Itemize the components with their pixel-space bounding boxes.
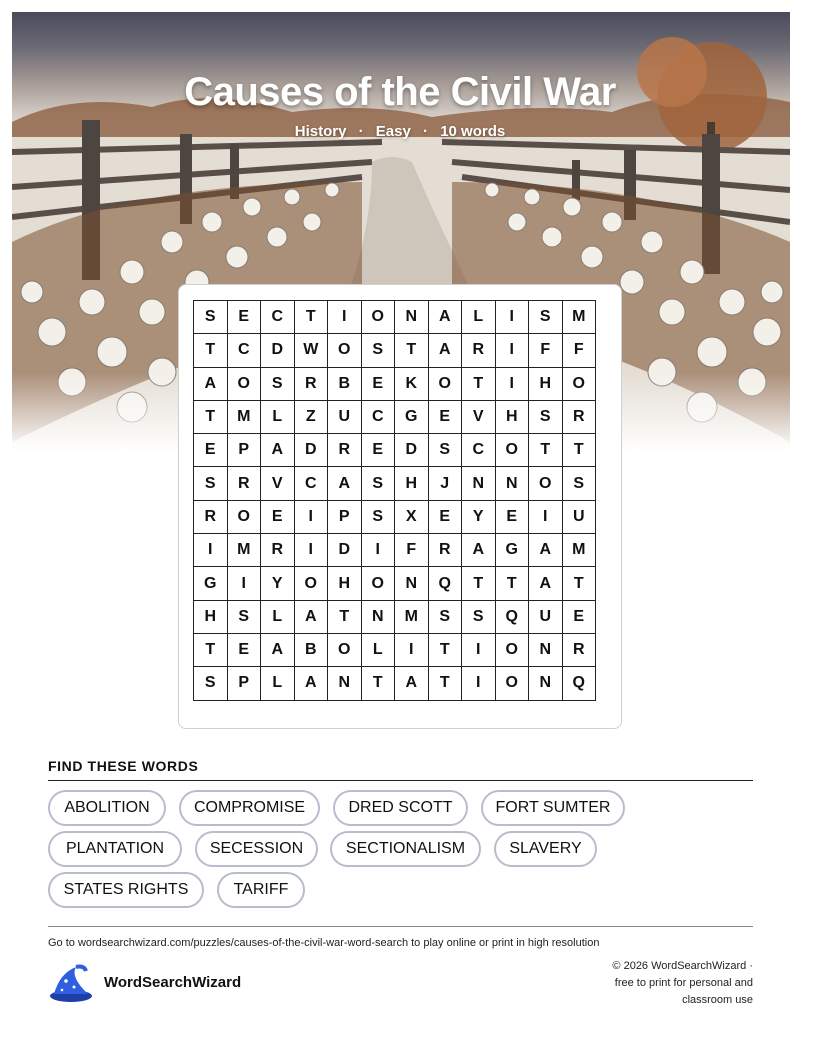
- grid-cell[interactable]: E: [227, 633, 261, 666]
- grid-cell[interactable]: N: [395, 301, 429, 334]
- grid-cell[interactable]: P: [227, 434, 261, 467]
- grid-cell[interactable]: Q: [562, 667, 596, 700]
- grid-cell[interactable]: O: [529, 467, 563, 500]
- grid-cell[interactable]: J: [428, 467, 462, 500]
- grid-cell[interactable]: U: [529, 600, 563, 633]
- grid-cell[interactable]: C: [294, 467, 328, 500]
- grid-cell[interactable]: D: [328, 534, 362, 567]
- grid-cell[interactable]: O: [227, 367, 261, 400]
- grid-cell[interactable]: L: [261, 600, 295, 633]
- grid-cell[interactable]: S: [428, 600, 462, 633]
- grid-cell[interactable]: A: [261, 633, 295, 666]
- grid-cell[interactable]: O: [294, 567, 328, 600]
- grid-cell[interactable]: L: [261, 667, 295, 700]
- grid-cell[interactable]: L: [462, 301, 496, 334]
- grid-cell[interactable]: A: [529, 534, 563, 567]
- grid-cell[interactable]: N: [529, 633, 563, 666]
- grid-cell[interactable]: M: [227, 534, 261, 567]
- grid-cell[interactable]: E: [428, 500, 462, 533]
- grid-cell[interactable]: W: [294, 334, 328, 367]
- grid-cell[interactable]: T: [361, 667, 395, 700]
- word-chip: ABOLITION: [48, 790, 166, 826]
- grid-cell[interactable]: N: [529, 667, 563, 700]
- grid-cell[interactable]: T: [395, 334, 429, 367]
- grid-cell[interactable]: T: [462, 567, 496, 600]
- grid-cell[interactable]: F: [562, 334, 596, 367]
- grid-cell[interactable]: I: [194, 534, 228, 567]
- grid-cell[interactable]: I: [294, 500, 328, 533]
- grid-cell[interactable]: N: [361, 600, 395, 633]
- wizard-hat-icon: [46, 963, 94, 1008]
- grid-cell[interactable]: F: [395, 534, 429, 567]
- grid-cell[interactable]: I: [495, 301, 529, 334]
- grid-cell[interactable]: O: [428, 367, 462, 400]
- letter-grid: [193, 300, 596, 701]
- grid-cell[interactable]: I: [495, 334, 529, 367]
- grid-cell[interactable]: I: [529, 500, 563, 533]
- grid-cell[interactable]: I: [294, 534, 328, 567]
- divider: [48, 780, 753, 781]
- grid-cell[interactable]: I: [328, 301, 362, 334]
- grid-cell[interactable]: O: [361, 301, 395, 334]
- grid-cell[interactable]: C: [261, 301, 295, 334]
- grid-cell[interactable]: D: [294, 434, 328, 467]
- grid-cell[interactable]: O: [495, 434, 529, 467]
- puzzle-title: Causes of the Civil War: [184, 70, 616, 114]
- grid-cell[interactable]: S: [361, 500, 395, 533]
- grid-cell[interactable]: R: [562, 633, 596, 666]
- grid-cell[interactable]: G: [395, 400, 429, 433]
- grid-cell[interactable]: E: [227, 301, 261, 334]
- grid-cell[interactable]: T: [495, 567, 529, 600]
- word-count-label: 10 words: [440, 123, 506, 140]
- grid-cell[interactable]: B: [328, 367, 362, 400]
- grid-cell[interactable]: T: [194, 334, 228, 367]
- puzzle-grid-card: [178, 284, 622, 729]
- grid-cell[interactable]: N: [462, 467, 496, 500]
- grid-cell[interactable]: E: [194, 434, 228, 467]
- grid-cell[interactable]: K: [395, 367, 429, 400]
- copyright-line: free to print for personal and: [614, 977, 753, 989]
- grid-cell[interactable]: Q: [428, 567, 462, 600]
- grid-cell[interactable]: S: [428, 434, 462, 467]
- word-chip: SECESSION: [195, 831, 318, 867]
- grid-cell[interactable]: R: [294, 367, 328, 400]
- grid-cell[interactable]: V: [261, 467, 295, 500]
- grid-cell[interactable]: E: [495, 500, 529, 533]
- grid-cell[interactable]: T: [428, 633, 462, 666]
- grid-cell[interactable]: T: [428, 667, 462, 700]
- grid-cell[interactable]: T: [328, 600, 362, 633]
- grid-cell[interactable]: B: [294, 633, 328, 666]
- grid-row: [194, 633, 596, 666]
- grid-cell[interactable]: S: [194, 301, 228, 334]
- grid-row: [194, 500, 596, 533]
- grid-cell[interactable]: H: [194, 600, 228, 633]
- copyright-notice: [553, 958, 753, 1009]
- word-chip: TARIFF: [217, 872, 305, 908]
- word-list-heading: FIND THESE WORDS: [48, 758, 199, 774]
- grid-cell[interactable]: M: [395, 600, 429, 633]
- grid-cell[interactable]: S: [529, 400, 563, 433]
- grid-cell[interactable]: I: [462, 633, 496, 666]
- grid-cell[interactable]: L: [361, 633, 395, 666]
- grid-cell[interactable]: A: [261, 434, 295, 467]
- grid-cell[interactable]: M: [227, 400, 261, 433]
- grid-cell[interactable]: G: [495, 534, 529, 567]
- grid-cell[interactable]: O: [495, 633, 529, 666]
- word-chip: PLANTATION: [48, 831, 182, 867]
- grid-cell[interactable]: E: [562, 600, 596, 633]
- copyright-line: © 2026 WordSearchWizard ·: [612, 960, 753, 972]
- footer-link-text[interactable]: Go to wordsearchwizard.com/puzzles/causes-of-the-civil-war-word-search to play online or print in high resolution: [48, 937, 600, 949]
- grid-cell[interactable]: U: [328, 400, 362, 433]
- grid-cell[interactable]: A: [529, 567, 563, 600]
- grid-cell[interactable]: T: [294, 301, 328, 334]
- grid-cell[interactable]: E: [261, 500, 295, 533]
- grid-cell[interactable]: N: [328, 667, 362, 700]
- word-chip: DRED SCOTT: [333, 790, 468, 826]
- grid-cell[interactable]: D: [261, 334, 295, 367]
- grid-cell[interactable]: O: [361, 567, 395, 600]
- grid-cell[interactable]: X: [395, 500, 429, 533]
- word-chip: SECTIONALISM: [330, 831, 481, 867]
- grid-cell[interactable]: T: [462, 367, 496, 400]
- grid-cell[interactable]: A: [328, 467, 362, 500]
- meta-separator: ·: [358, 123, 364, 140]
- grid-cell[interactable]: H: [529, 367, 563, 400]
- grid-cell[interactable]: Q: [495, 600, 529, 633]
- puzzle-meta: [0, 123, 800, 140]
- grid-row: [194, 434, 596, 467]
- grid-cell[interactable]: O: [328, 334, 362, 367]
- grid-cell[interactable]: T: [194, 633, 228, 666]
- grid-cell[interactable]: N: [495, 467, 529, 500]
- grid-cell[interactable]: S: [462, 600, 496, 633]
- grid-cell[interactable]: R: [194, 500, 228, 533]
- grid-cell[interactable]: T: [562, 567, 596, 600]
- grid-cell[interactable]: C: [227, 334, 261, 367]
- grid-cell[interactable]: V: [462, 400, 496, 433]
- grid-cell[interactable]: O: [495, 667, 529, 700]
- category-label: History: [294, 123, 347, 140]
- word-chip: SLAVERY: [494, 831, 597, 867]
- grid-cell[interactable]: C: [462, 434, 496, 467]
- grid-cell[interactable]: P: [227, 667, 261, 700]
- divider: [48, 926, 753, 927]
- grid-cell[interactable]: R: [462, 334, 496, 367]
- grid-cell[interactable]: S: [562, 467, 596, 500]
- grid-cell[interactable]: H: [328, 567, 362, 600]
- grid-cell[interactable]: T: [529, 434, 563, 467]
- copyright-line: classroom use: [682, 994, 753, 1006]
- word-chip: STATES RIGHTS: [48, 872, 204, 908]
- grid-cell[interactable]: E: [361, 367, 395, 400]
- grid-cell[interactable]: R: [562, 400, 596, 433]
- grid-row: [194, 567, 596, 600]
- brand-name: WordSearchWizard: [104, 974, 242, 991]
- grid-cell[interactable]: Y: [462, 500, 496, 533]
- grid-cell[interactable]: A: [428, 334, 462, 367]
- meta-separator: ·: [423, 123, 429, 140]
- grid-cell[interactable]: M: [562, 534, 596, 567]
- grid-row: [194, 367, 596, 400]
- grid-cell[interactable]: A: [294, 667, 328, 700]
- grid-cell[interactable]: A: [462, 534, 496, 567]
- grid-cell[interactable]: P: [328, 500, 362, 533]
- grid-row: [194, 334, 596, 367]
- grid-cell[interactable]: U: [562, 500, 596, 533]
- grid-cell[interactable]: M: [562, 301, 596, 334]
- grid-cell[interactable]: D: [395, 434, 429, 467]
- grid-cell[interactable]: E: [428, 400, 462, 433]
- word-chip: FORT SUMTER: [481, 790, 625, 826]
- grid-cell[interactable]: Y: [261, 567, 295, 600]
- grid-cell[interactable]: I: [395, 633, 429, 666]
- grid-cell[interactable]: A: [294, 600, 328, 633]
- grid-cell[interactable]: F: [529, 334, 563, 367]
- grid-cell[interactable]: O: [328, 633, 362, 666]
- grid-cell[interactable]: A: [395, 667, 429, 700]
- grid-cell[interactable]: I: [361, 534, 395, 567]
- grid-cell[interactable]: H: [395, 467, 429, 500]
- grid-cell[interactable]: I: [495, 367, 529, 400]
- grid-cell[interactable]: L: [261, 400, 295, 433]
- grid-cell[interactable]: O: [562, 367, 596, 400]
- grid-cell[interactable]: H: [495, 400, 529, 433]
- grid-row: [194, 467, 596, 500]
- grid-cell[interactable]: N: [395, 567, 429, 600]
- grid-cell[interactable]: R: [428, 534, 462, 567]
- grid-row: [194, 301, 596, 334]
- grid-cell[interactable]: S: [529, 301, 563, 334]
- grid-row: [194, 667, 596, 700]
- grid-cell[interactable]: G: [194, 567, 228, 600]
- grid-cell[interactable]: R: [227, 467, 261, 500]
- grid-cell[interactable]: Z: [294, 400, 328, 433]
- grid-row: [194, 600, 596, 633]
- grid-cell[interactable]: O: [227, 500, 261, 533]
- difficulty-label: Easy: [375, 123, 411, 140]
- grid-row: [194, 400, 596, 433]
- word-chip: COMPROMISE: [179, 790, 320, 826]
- grid-cell[interactable]: S: [194, 667, 228, 700]
- grid-cell[interactable]: A: [428, 301, 462, 334]
- grid-cell[interactable]: E: [361, 434, 395, 467]
- grid-cell[interactable]: S: [361, 467, 395, 500]
- grid-row: [194, 534, 596, 567]
- grid-cell[interactable]: A: [194, 367, 228, 400]
- grid-cell[interactable]: S: [227, 600, 261, 633]
- grid-cell[interactable]: C: [361, 400, 395, 433]
- grid-cell[interactable]: R: [261, 534, 295, 567]
- grid-cell[interactable]: S: [361, 334, 395, 367]
- grid-cell[interactable]: I: [462, 667, 496, 700]
- grid-cell[interactable]: T: [194, 400, 228, 433]
- grid-cell[interactable]: I: [227, 567, 261, 600]
- grid-cell[interactable]: R: [328, 434, 362, 467]
- grid-cell[interactable]: T: [562, 434, 596, 467]
- grid-cell[interactable]: S: [194, 467, 228, 500]
- grid-cell[interactable]: S: [261, 367, 295, 400]
